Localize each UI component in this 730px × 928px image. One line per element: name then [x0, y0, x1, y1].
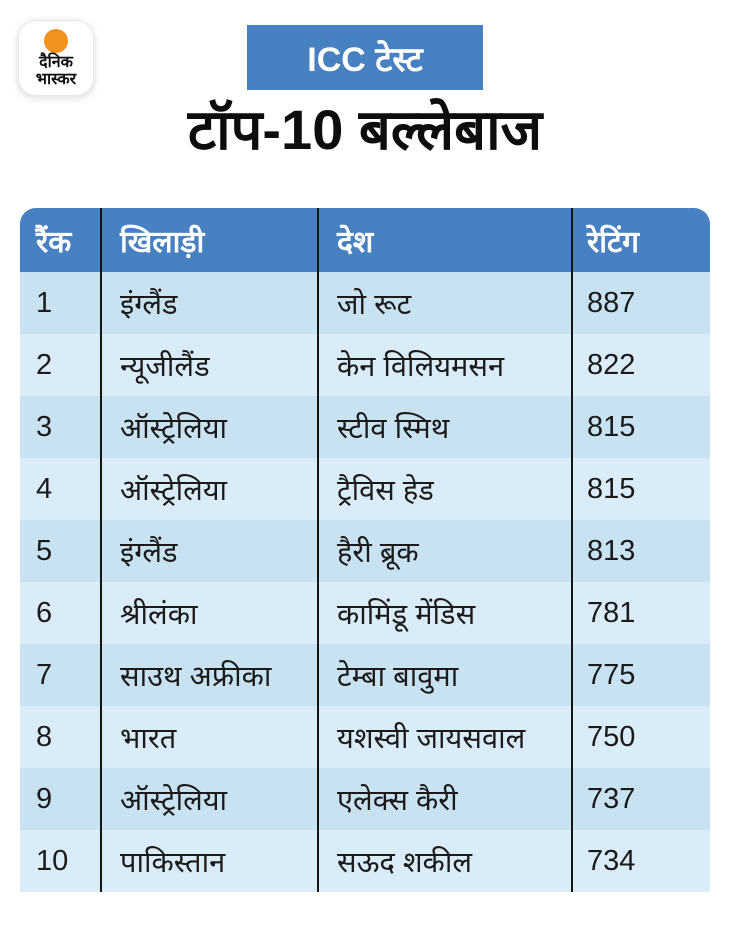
player-cell: जो रूट [317, 272, 571, 334]
player-cell: कामिंडू मेंडिस [317, 582, 571, 644]
player-cell: यशस्वी जायसवाल [317, 706, 571, 768]
table-row [20, 768, 710, 830]
rating-cell: 734 [571, 830, 710, 892]
rankings-table [20, 208, 710, 892]
dainik-bhaskar-logo [18, 20, 94, 96]
table-body [20, 272, 710, 892]
rating-cell: 781 [571, 582, 710, 644]
logo-text [36, 55, 76, 89]
country-cell: इंग्लैंड [100, 272, 317, 334]
country-cell: ऑस्ट्रेलिया [100, 458, 317, 520]
table-row [20, 458, 710, 520]
country-cell: भारत [100, 706, 317, 768]
logo-line-2: भास्कर [35, 70, 77, 88]
rank-cell: 9 [20, 768, 100, 830]
country-cell: पाकिस्तान [100, 830, 317, 892]
sun-icon [44, 29, 68, 53]
country-cell: साउथ अफ्रीका [100, 644, 317, 706]
player-cell: केन विलियमसन [317, 334, 571, 396]
rank-cell: 10 [20, 830, 100, 892]
column-header-player: खिलाड़ी [100, 208, 317, 272]
rating-cell: 737 [571, 768, 710, 830]
rating-cell: 822 [571, 334, 710, 396]
rank-cell: 2 [20, 334, 100, 396]
column-header-rating: रेटिंग [571, 208, 710, 272]
rank-cell: 7 [20, 644, 100, 706]
rating-cell: 775 [571, 644, 710, 706]
rank-cell: 6 [20, 582, 100, 644]
table-row [20, 644, 710, 706]
table-row [20, 830, 710, 892]
column-header-rank: रैंक [20, 208, 100, 272]
country-cell: न्यूजीलैंड [100, 334, 317, 396]
icc-test-badge: ICC टेस्ट [247, 25, 483, 90]
rankings-table-container [20, 208, 710, 892]
rank-cell: 4 [20, 458, 100, 520]
rating-cell: 887 [571, 272, 710, 334]
player-cell: स्टीव स्मिथ [317, 396, 571, 458]
player-cell: एलेक्स कैरी [317, 768, 571, 830]
country-cell: श्रीलंका [100, 582, 317, 644]
player-cell: सऊद शकील [317, 830, 571, 892]
rating-cell: 813 [571, 520, 710, 582]
country-cell: इंग्लैंड [100, 520, 317, 582]
table-row [20, 582, 710, 644]
table-row [20, 334, 710, 396]
table-header-row [20, 208, 710, 272]
rating-cell: 750 [571, 706, 710, 768]
country-cell: ऑस्ट्रेलिया [100, 396, 317, 458]
rank-cell: 5 [20, 520, 100, 582]
rating-cell: 815 [571, 396, 710, 458]
player-cell: हैरी ब्रूक [317, 520, 571, 582]
rank-cell: 8 [20, 706, 100, 768]
rating-cell: 815 [571, 458, 710, 520]
table-row [20, 706, 710, 768]
page-title: टॉप-10 बल्लेबाज [187, 98, 543, 161]
table-row [20, 396, 710, 458]
logo-line-1: दैनिक [39, 54, 73, 71]
column-header-country: देश [317, 208, 571, 272]
country-cell: ऑस्ट्रेलिया [100, 768, 317, 830]
table-row [20, 272, 710, 334]
table-row [20, 520, 710, 582]
player-cell: टेम्बा बावुमा [317, 644, 571, 706]
player-cell: ट्रैविस हेड [317, 458, 571, 520]
rank-cell: 1 [20, 272, 100, 334]
rank-cell: 3 [20, 396, 100, 458]
